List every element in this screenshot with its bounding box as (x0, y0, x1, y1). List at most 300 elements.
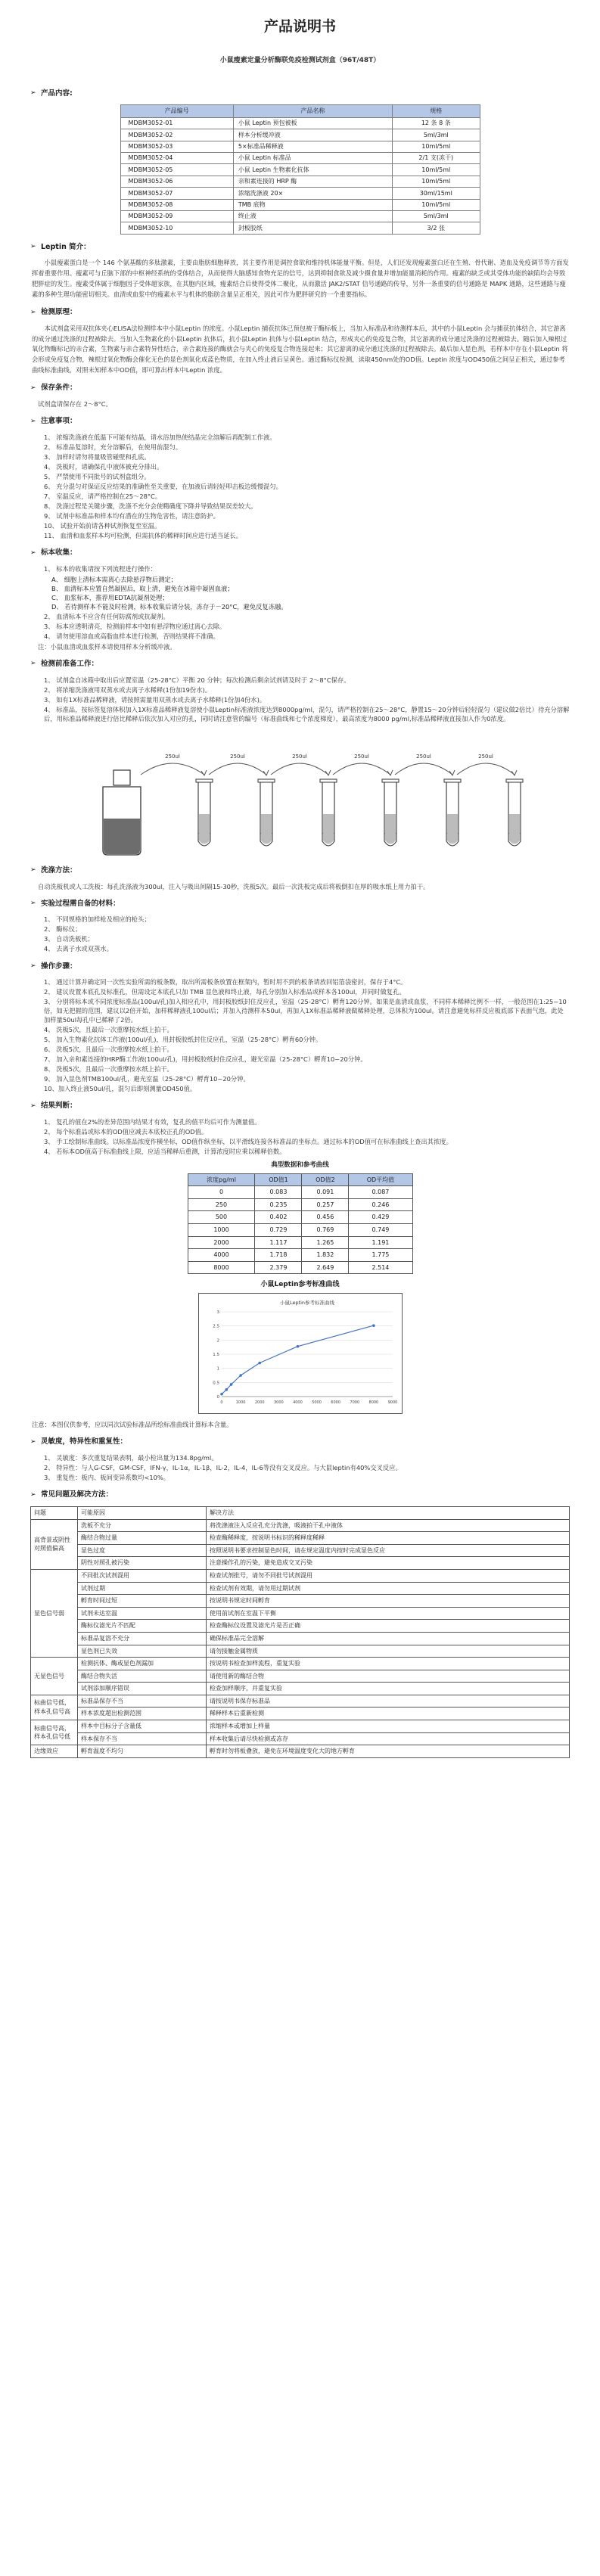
list-item: 10、加入终止液50ul/孔，混匀后即刻测量OD450值。 (44, 1085, 197, 1093)
column-header: 产品编号 (120, 105, 233, 118)
table-cell: 10ml/5ml (393, 164, 480, 176)
faq-cause: 试剂添加顺序错误 (78, 1683, 207, 1695)
dilution-illustration (30, 729, 570, 858)
table-cell: MDBM3052-08 (120, 199, 233, 210)
intro-text: 小鼠瘦素蛋白是一个 146 个氨基酸的多肽激素，主要由脂肪细胞释放，其主要作用是调控食欲和维持机体能量平衡。但是，人们还发现瘦素蛋白还在生殖、骨代谢、造血及免疫调节等方面发挥着重要作用。瘦素可与丘脑下部的中枢神经系统的受体结合，从而使得大脑感知食物充足的信号，达到抑制食欲及减少摄食量并增加能量消耗的作用。瘦素的缺乏或其受体功能的缺陷均会导致肥胖症的发生。瘦素受体属于细胞因子受体超家族，在其胞内区域，瘦素结合后使得受体二聚化，从而激活 JAK2/STAT 信号通路的传导，另外一条重要的信号通路是 MAPK 通路，这些通路与瘦素的多种生理功能密切相关。血清或血浆中的瘦素水平与机体的脂肪含量呈正相关，因此可作为肥胖研究的一个重要指标。 (32, 259, 569, 298)
storage-text: 试剂盒请保存在 2～8°C。 (38, 400, 112, 409)
contents-table (120, 104, 480, 234)
column-header: OD平均值 (349, 1173, 412, 1186)
section-sensitivity (30, 1437, 570, 1482)
table-cell: 10ml/5ml (393, 141, 480, 152)
section-heading: 操作步骤： (41, 962, 77, 971)
section-contents (30, 89, 570, 235)
column-header: 问题 (31, 1506, 78, 1519)
list-item: 3、 如有1X标准品稀释液，请按照需量用双蒸水或去离子水稀释(1份加4份水)。 (44, 695, 266, 704)
table-row (31, 1658, 570, 1670)
list-item: 2、 建议设置本底孔及标准孔，但需设定本底孔只加 TMB 显色液和终止液，每孔分别加入标准品或样本各100ul，并同时做复孔。 (44, 988, 406, 996)
table-cell: 250 (188, 1198, 255, 1211)
faq-cause: 酶结合物过量 (78, 1532, 207, 1545)
dilution-tube (382, 779, 399, 846)
bullet-arrow-icon: ➢ (30, 243, 36, 251)
faq-cause: 样本浓度超出检测范围 (78, 1707, 207, 1720)
section-heading: 常见问题及解决方法： (41, 1490, 113, 1499)
section-heading: 标本收集： (41, 548, 77, 558)
list-item: 4、 洗板5次，且最后一次重摩按水纸上拍干。 (44, 1026, 173, 1034)
list-item: 2、 标准品复溶时，充分溶解后，在使用前混匀。 (44, 443, 182, 451)
table-cell: 30ml/15ml (393, 188, 480, 199)
table-cell: 1.265 (302, 1236, 349, 1249)
faq-cause: 不同批次试剂混用 (78, 1569, 207, 1582)
table-row (31, 1607, 570, 1620)
list-item: 8、 洗板5次，且最后一次重摩按水纸上拍干。 (44, 1065, 173, 1074)
table-cell: MDBM3052-01 (120, 117, 233, 129)
table-cell: 亲和素连接的 HRP 酶 (233, 176, 392, 187)
faq-cause: 样本中目标分子含量低 (78, 1720, 207, 1733)
table-cell: 0.235 (255, 1198, 302, 1211)
list-item: 11、 血清和血浆样本均可检测，但需抗体的稀释时间应进行适当延长。 (44, 532, 243, 540)
y-tick-label: 0.5 (212, 1381, 219, 1386)
x-tick-label: 9000 (387, 1400, 397, 1406)
faq-solution: 确保标准品完全溶解 (207, 1632, 570, 1645)
table-cell: 2000 (188, 1236, 255, 1249)
od-table-caption: 典型数据和参考曲线 (271, 1161, 329, 1170)
table-cell: 10ml/5ml (393, 199, 480, 210)
list-item: 1、 通过计算并确定同一次性实验所需的板条数，取出所需板条放置在框架内，暂时用不到的板条请放回铝箔袋密封，保存于4°C。 (44, 978, 407, 987)
section-self-prep (30, 899, 570, 954)
table-cell: 终止液 (233, 210, 392, 222)
list-item: 2、 将浓缩洗涤液用双蒸水或去离子水稀释(1份加19份水)。 (44, 685, 212, 694)
bullet-arrow-icon: ➢ (30, 1437, 36, 1446)
table-cell: 样本分析缓冲液 (233, 129, 392, 141)
section-storage (30, 383, 570, 409)
faq-solution: 检查酶标仪设置及滤光片是否正确 (207, 1620, 570, 1633)
list-item: 2、 血清标本不应含有任何防腐剂或抗凝剂。 (44, 612, 169, 620)
bullet-arrow-icon: ➢ (30, 900, 36, 908)
list-item: 8、 洗涤过程是关键步骤，洗涤不充分会使精确度下降并导致结果误差较大。 (44, 502, 257, 511)
table-cell: 1.832 (302, 1249, 349, 1262)
y-tick-label: 0 (216, 1395, 219, 1400)
table-cell: 2.379 (255, 1261, 302, 1274)
x-tick-label: 5000 (311, 1400, 322, 1406)
chart-title: 小鼠Leptin参考标准曲线 (260, 1281, 340, 1289)
table-cell: 3/2 张 (393, 222, 480, 234)
y-tick-label: 2 (216, 1338, 219, 1344)
list-item: 2、 酶标仪； (44, 925, 82, 934)
chart-inner-title: 小鼠Leptin参考标准曲线 (279, 1300, 334, 1307)
table-row (31, 1745, 570, 1758)
section-heading: 产品内容: (41, 89, 73, 98)
table-row (120, 164, 480, 176)
faq-cause: 标准品复溶不充分 (78, 1632, 207, 1645)
table-cell: 0.429 (349, 1211, 412, 1224)
faq-solution: 孵育时勿将板叠放，避免在环境温度变化大的地方孵育 (207, 1745, 570, 1758)
table-cell: 2.514 (349, 1261, 412, 1274)
data-point (229, 1384, 232, 1387)
table-cell: TMB 底物 (233, 199, 392, 210)
table-cell: 0 (188, 1186, 255, 1199)
section-principle (30, 307, 570, 375)
list-item: B、 血清标本应置自然凝固后，取上清，避免在冰箱中凝固血液； (51, 584, 234, 592)
faq-cause: 酶标仪滤光片不匹配 (78, 1620, 207, 1633)
list-item: 10、 试验开始前请各种试剂恢复至室温。 (44, 522, 161, 530)
table-cell: 0.402 (255, 1211, 302, 1224)
table-cell: 0.257 (302, 1198, 349, 1211)
table-cell: 0.769 (302, 1223, 349, 1236)
section-heading: 灵敏度，特异性和重复性： (41, 1437, 128, 1446)
data-point (296, 1345, 299, 1348)
table-cell: 5ml/3ml (393, 210, 480, 222)
table-cell: 2/1 支(冻干) (393, 153, 480, 164)
faq-table (30, 1506, 570, 1758)
faq-solution: 注意操作孔的污染，避免造成交叉污染 (207, 1557, 570, 1570)
table-cell: MDBM3052-05 (120, 164, 233, 176)
transfer-arrow-icon (271, 763, 328, 775)
result-list (44, 1117, 570, 1156)
table-cell: 0.729 (255, 1223, 302, 1236)
data-point (225, 1388, 228, 1391)
transfer-volume-label: 250ul (230, 753, 245, 760)
y-tick-label: 1.5 (212, 1353, 219, 1358)
table-row (31, 1569, 570, 1582)
caution-list (44, 433, 570, 540)
table-cell: 浓缩洗涤液 20× (233, 188, 392, 199)
x-tick-label: 1000 (235, 1400, 245, 1406)
section-heading: 检测原理： (41, 308, 77, 317)
sample-note: 注：小鼠血清或血浆样本请使用样本分析缓冲液。 (38, 643, 176, 651)
column-header: 规格 (393, 105, 480, 118)
transfer-volume-label: 250ul (478, 753, 493, 760)
table-cell: 1.191 (349, 1236, 412, 1249)
table-row (120, 222, 480, 234)
x-tick-label: 2000 (254, 1400, 265, 1406)
list-item: 9、 试剂中标准品和样本均有潜在的生物危害性，请注意防护。 (44, 512, 219, 520)
x-tick-label: 0 (219, 1400, 223, 1406)
dilution-tube (506, 779, 523, 846)
bullet-arrow-icon: ➢ (30, 1490, 36, 1499)
od-table (188, 1161, 413, 1274)
table-cell: MDBM3052-02 (120, 129, 233, 141)
table-row (120, 153, 480, 164)
table-row (31, 1620, 570, 1633)
transfer-volume-label: 250ul (165, 753, 180, 760)
list-item: 3、 标本应透明清亮，检测前样本中如有悬浮物应通过离心去除。 (44, 623, 226, 630)
doc-subtitle: 小鼠瘦素定量分析酶联免疫检测试剂盒（96T/48T） (219, 56, 381, 64)
bullet-arrow-icon: ➢ (30, 548, 36, 557)
list-item: 6、 充分混匀对保证反应结果的准确性至关重要，在加液后请轻轻叩击板边缓慢混匀。 (44, 483, 282, 491)
list-item: 2、 特异性：与人G-CSF，GM-CSF，IFN-γ，IL-1α，IL-1β，IL-2，IL-4，IL-6等没有交叉反应。与大鼠leptin有40%交叉反应。 (44, 1464, 402, 1472)
table-cell: 小鼠 Leptin 标准品 (233, 153, 392, 164)
list-item: 4、 标准品，按标签复溶体积加入1X标准品稀释液复溶使小鼠Leptin标准液浓度达到8000pg/ml，混匀，请严格控制在25～28°C，静置15～20分钟后轻轻混匀（建议做2倍比）待充分溶解后，用标准品稀释液进行倍比稀释后依次加入对应的孔，同时请注意管的编号（标准曲线和七个浓度梯度），最高浓度为8000 pg/ml,标准品稀释液直接加入作为0浓度。 (44, 705, 570, 722)
table-row (31, 1645, 570, 1658)
data-point (372, 1325, 375, 1328)
list-item: 4、 洗板时，请确保孔中液体被充分排出。 (44, 463, 163, 471)
bullet-arrow-icon: ➢ (30, 308, 36, 316)
column-header: 解决方法 (207, 1506, 570, 1519)
wash-text: 自动洗板机或人工洗板：每孔洗涤液为300ul，注入与吸出间隔15-30秒，洗板5次。最后一次洗板完成后将板倒扣在厚的吸水纸上用力拍干。 (38, 882, 430, 890)
dilution-tube (196, 779, 213, 846)
faq-cause: 阴性对照孔被污染 (78, 1557, 207, 1570)
list-item: 3、 重复性：板内、板间变异系数均<10%。 (44, 1474, 170, 1482)
table-cell: 0.087 (349, 1186, 412, 1199)
list-item: C、 血浆标本，推荐用EDTA抗凝剂处理； (51, 593, 169, 601)
list-item: 1、 不同规格的加样枪及相应的枪头； (44, 915, 151, 924)
list-item: 4、 去离子水或双蒸水。 (44, 945, 113, 953)
table-row (188, 1223, 412, 1236)
table-row (188, 1198, 412, 1211)
table-cell: 0.246 (349, 1198, 412, 1211)
table-row (31, 1670, 570, 1683)
x-tick-label: 3000 (273, 1400, 284, 1406)
table-row (120, 141, 480, 152)
faq-solution: 按说明书规定时间孵育 (207, 1595, 570, 1608)
faq-problem: 高背景或阴性对照值偏高 (31, 1519, 78, 1569)
section-heading: 结果判断： (41, 1102, 77, 1111)
transfer-arrow-icon (209, 763, 266, 775)
table-cell: 8000 (188, 1261, 255, 1274)
section-heading: Leptin 简介： (41, 242, 91, 251)
table-row (120, 129, 480, 141)
table-cell: 1000 (188, 1223, 255, 1236)
list-item: 3、 分别将标本或不同浓度标准品(100ul/孔)加入相应孔中，用封板胶纸封住反应孔，室温（25-28°C）孵育120分钟。如果是血清或血浆，不同样本稀释比例不一样，一般范围在1:25~10倍，如无把握的范围，建议以2倍开始，加样稀释液孔100ul后；并加入待测样本50ul，再加入1X标准品稀释液做稀释处理，总体积为100ul。请注意避免标样反应板底部下表面气泡，此处加样量50ul每孔中已稀释了2倍。 (44, 998, 567, 1024)
section-wash (30, 865, 570, 891)
faq-solution: 检查试剂有效期，请勿用过期试剂 (207, 1582, 570, 1595)
faq-cause: 显色过度 (78, 1544, 207, 1557)
faq-solution: 使用前试剂在室温下平衡 (207, 1607, 570, 1620)
table-cell: 4000 (188, 1249, 255, 1262)
faq-cause: 试剂未达室温 (78, 1607, 207, 1620)
transfer-arrow-icon (395, 763, 452, 775)
faq-solution: 请勿接触金属物质 (207, 1645, 570, 1658)
table-row (31, 1632, 570, 1645)
section-heading: 保存条件： (41, 384, 77, 393)
faq-cause: 显色剂已失效 (78, 1645, 207, 1658)
steps-list (44, 977, 570, 1093)
table-cell: 10ml/5ml (393, 176, 480, 187)
table-cell: MDBM3052-04 (120, 153, 233, 164)
table-cell: MDBM3052-09 (120, 210, 233, 222)
list-item: 1、 复孔的值在2%的差异范围内结果才有效，复孔的值平均后可作为测量值。 (44, 1118, 261, 1126)
prep-list (44, 676, 570, 723)
transfer-arrow-icon (457, 763, 515, 775)
y-tick-label: 3 (216, 1310, 219, 1316)
faq-solution: 检查酶稀释度，按说明书标识的稀释度稀释 (207, 1532, 570, 1545)
transfer-arrow-icon (141, 763, 204, 775)
list-item: 7、 加入亲和素连接的HRP酶工作液(100ul/孔)，用封板胶纸封住反应孔，避光室温（25-28°C）孵育10~20分钟。 (44, 1055, 367, 1064)
doc-title: 产品说明书 (263, 18, 336, 35)
table-row (31, 1683, 570, 1695)
table-row (120, 176, 480, 187)
list-item: 6、 洗板5次，且最后一次重摩按水纸上拍干。 (44, 1046, 173, 1054)
faq-problem: 显色信号弱 (31, 1569, 78, 1657)
list-item: A、 细胞上清标本需离心去除悬浮物后测定； (51, 575, 177, 583)
section-heading: 检测前准备工作： (41, 660, 99, 669)
table-row (188, 1261, 412, 1274)
x-tick-label: 4000 (292, 1400, 303, 1406)
sample-list (44, 612, 570, 641)
table-row (31, 1582, 570, 1595)
faq-problem: 标曲信号低，样本孔信号高 (31, 1695, 78, 1720)
chart-frame (198, 1293, 403, 1414)
y-tick-label: 2.5 (212, 1325, 219, 1330)
stock-bottle (103, 770, 141, 855)
table-cell: MDBM3052-10 (120, 222, 233, 234)
x-tick-label: 8000 (368, 1400, 378, 1406)
table-row (31, 1519, 570, 1532)
dilution-tube (444, 779, 461, 846)
column-header: OD值2 (302, 1173, 349, 1186)
section-heading: 实验过程需自备的材料： (41, 899, 120, 908)
table-cell: 封板胶纸 (233, 222, 392, 234)
table-row (120, 117, 480, 129)
bullet-arrow-icon: ➢ (30, 384, 36, 392)
self-prep-list (44, 915, 570, 953)
table-cell: 5ml/3ml (393, 129, 480, 141)
section-prep (30, 659, 570, 858)
table-row (188, 1211, 412, 1224)
section-sample (30, 548, 570, 651)
faq-problem: 边缘效应 (31, 1745, 78, 1758)
list-item: 5、 加入生物素化抗体工作液(100ul/孔)，用封板胶纸封住反应孔，室温（25-28°C）孵育60分钟。 (44, 1036, 322, 1044)
table-row (120, 199, 480, 210)
section-caution (30, 416, 570, 540)
faq-solution: 检查加样顺序，并重复实验 (207, 1683, 570, 1695)
table-cell: 小鼠 Leptin 预包被板 (233, 117, 392, 129)
faq-solution: 请按说明书保存标准品 (207, 1695, 570, 1707)
dilution-tube (320, 779, 337, 846)
table-row (31, 1732, 570, 1745)
transfer-volume-label: 250ul (354, 753, 369, 760)
sensitivity-list (44, 1453, 570, 1482)
section-intro (30, 242, 570, 300)
table-row (31, 1544, 570, 1557)
bullet-arrow-icon: ➢ (30, 660, 36, 668)
list-item: 1、 灵敏度：多次重复结果表明，最小检出量为134.8pg/ml。 (44, 1454, 218, 1462)
table-row (188, 1249, 412, 1262)
table-cell: 12 条 8 条 (393, 117, 480, 129)
table-row (120, 210, 480, 222)
faq-problem: 标曲信号高，样本孔信号低 (31, 1720, 78, 1745)
faq-solution: 请使用新的酶结合物 (207, 1670, 570, 1683)
table-row (31, 1595, 570, 1608)
faq-solution: 按照说明书要求控制显色时间，请在规定温度内按时完成显色反应 (207, 1544, 570, 1557)
table-cell: MDBM3052-03 (120, 141, 233, 152)
table-cell: 500 (188, 1211, 255, 1224)
faq-cause: 样本保存不当 (78, 1732, 207, 1745)
table-cell: 5×标准品稀释液 (233, 141, 392, 152)
transfer-volume-label: 250ul (292, 753, 307, 760)
column-header: OD值1 (255, 1173, 302, 1186)
list-item: 3、 加样时请勿将量吸管碰壁和孔底。 (44, 453, 151, 461)
column-header: 可能原因 (78, 1506, 207, 1519)
table-cell: MDBM3052-07 (120, 188, 233, 199)
principle-text: 本试剂盒采用双抗体夹心ELISA法检测样本中小鼠Leptin 的浓度。小鼠Leptin 捕获抗体已预包被于酶标板上，当加入标准品和待测样本后，其中的小鼠Leptin 会与捕获抗体结合，其它游离的成分通过洗涤的过程被除去。当加入生物素化的小鼠Leptin 抗体后，抗小鼠Leptin 抗体与小鼠Leptin 结合，形成夹心的免疫复合物，其它游离的成分通过洗涤的过程被除去。随后加入辣根过氧化物酶标记的亲合素，生物素与亲合素特异性结合，亲合素连接的酶就会与夹心的免疫复合物连接起来；其它游离的成分通过洗涤的过程被除去。最后加入显色剂，若样本中存在小鼠Leptin 将会形成免疫复合物，辣根过氧化物酶会催化无色的显色剂氧化成蓝色物质，在加入终止液后呈黄色。通过酶标仪检测，读取450nm处的OD值。Leptin 浓度与OD450值之间呈正相关，通过参考曲线标准曲线，对照未知样本中OD值，即可算出样本中Leptin 浓度。 (32, 324, 568, 374)
section-steps (30, 962, 570, 1094)
section-heading: 洗涤方法： (41, 865, 77, 875)
faq-solution: 将洗涤液注入反应孔充分洗涤，吸液拍干孔中液体 (207, 1519, 570, 1532)
faq-cause: 洗板不充分 (78, 1519, 207, 1532)
faq-cause: 孵育温度不均匀 (78, 1745, 207, 1758)
table-cell: MDBM3052-06 (120, 176, 233, 187)
table-row (31, 1707, 570, 1720)
chart-plot (199, 1294, 402, 1413)
table-row (188, 1236, 412, 1249)
faq-solution: 检查试剂批号，请勿不同批号试剂混用 (207, 1569, 570, 1582)
faq-solution: 按说明书检查加样流程，重复实验 (207, 1658, 570, 1670)
table-row (31, 1557, 570, 1570)
bullet-arrow-icon: ➢ (30, 1102, 36, 1110)
list-item: 1、 试剂盒自冰箱中取出后应置室温（25-28°C）平衡 20 分钟；每次检测后剩余试剂请及时于 2～8°C保存。 (44, 676, 350, 684)
table-cell: 0.456 (302, 1211, 349, 1224)
table-row (120, 188, 480, 199)
data-point (220, 1393, 223, 1396)
list-item: 2、 每个标准品或标本的OD值应减去本底校正孔的OD值。 (44, 1128, 208, 1136)
table-row (31, 1532, 570, 1545)
table-cell: 1.718 (255, 1249, 302, 1262)
sample-sub-list (51, 575, 570, 611)
column-header: 产品名称 (233, 105, 392, 118)
list-item: 4、 若标本OD值高于标准曲线上限，应适当稀释后重测，计算浓度时应乘以稀释倍数。 (44, 1148, 286, 1156)
section-faq (30, 1490, 570, 1758)
dilution-tube (258, 779, 275, 846)
faq-solution: 稀释样本后重新检测 (207, 1707, 570, 1720)
faq-cause: 酶结合物失活 (78, 1670, 207, 1683)
list-item: 3、 手工绘制标准曲线。以标准品浓度作横坐标，OD值作纵坐标，以平滑线连接各标准品的坐标点。通过标本的OD值可在标准曲线上查出其浓度。 (44, 1138, 452, 1146)
table-row (31, 1720, 570, 1733)
list-item: 1、 标本的收集请按下列流程进行操作： (44, 564, 157, 573)
table-row (188, 1186, 412, 1199)
series-line (222, 1325, 374, 1394)
faq-solution: 样本收集后请尽快检测或冻存 (207, 1732, 570, 1745)
table-cell: 1.117 (255, 1236, 302, 1249)
bullet-arrow-icon: ➢ (30, 866, 36, 875)
bullet-arrow-icon: ➢ (30, 962, 36, 970)
x-tick-label: 7000 (349, 1400, 359, 1406)
faq-cause: 孵育时间过短 (78, 1595, 207, 1608)
list-item: 3、 自动洗板机； (44, 935, 94, 943)
table-cell: 0.083 (255, 1186, 302, 1199)
faq-cause: 检测抗体、酶或显色剂漏加 (78, 1658, 207, 1670)
standard-curve-chart (187, 1280, 414, 1414)
faq-cause: 试剂过期 (78, 1582, 207, 1595)
list-item: 9、 加入显色剂TMB100ul/孔，避光室温（25-28°C）孵育10~20分钟。 (44, 1075, 250, 1083)
faq-problem: 无显色信号 (31, 1658, 78, 1695)
bullet-arrow-icon: ➢ (30, 417, 36, 425)
section-heading: 注意事项： (41, 417, 77, 426)
chart-note: 注意：本图仅供参考，应以同次试验标准品所绘标准曲线计算标本含量。 (32, 1421, 233, 1429)
table-cell: 2.649 (302, 1261, 349, 1274)
list-item: 7、 室温反应，请严格控制在25～28°C。 (44, 493, 162, 501)
transfer-arrow-icon (333, 763, 390, 775)
list-item: 5、 严禁使用不同批号的试剂盒组分。 (44, 473, 151, 481)
table-cell: 0.749 (349, 1223, 412, 1236)
data-point (258, 1362, 261, 1365)
y-tick-label: 1 (216, 1367, 219, 1372)
column-header: 浓度pg/ml (188, 1173, 255, 1186)
faq-cause: 标准品保存不当 (78, 1695, 207, 1707)
list-item: 1、 浓缩洗涤液在低温下可能有结晶，请水浴加热使结晶完全溶解后再配制工作液。 (44, 433, 276, 441)
data-point (239, 1375, 242, 1378)
table-cell: 1.775 (349, 1249, 412, 1262)
table-cell: 小鼠 Leptin 生物素化抗体 (233, 164, 392, 176)
bullet-arrow-icon: ➢ (30, 89, 36, 97)
list-item: D、 若待测样本不能及时检测，标本收集后请分装，冻存于－20°C，避免反复冻融。 (51, 602, 288, 611)
table-cell: 0.091 (302, 1186, 349, 1199)
transfer-volume-label: 250ul (416, 753, 431, 760)
section-result (30, 1101, 570, 1429)
table-row (31, 1695, 570, 1707)
faq-solution: 浓缩样本或增加上样量 (207, 1720, 570, 1733)
dilution-figure (30, 729, 570, 858)
